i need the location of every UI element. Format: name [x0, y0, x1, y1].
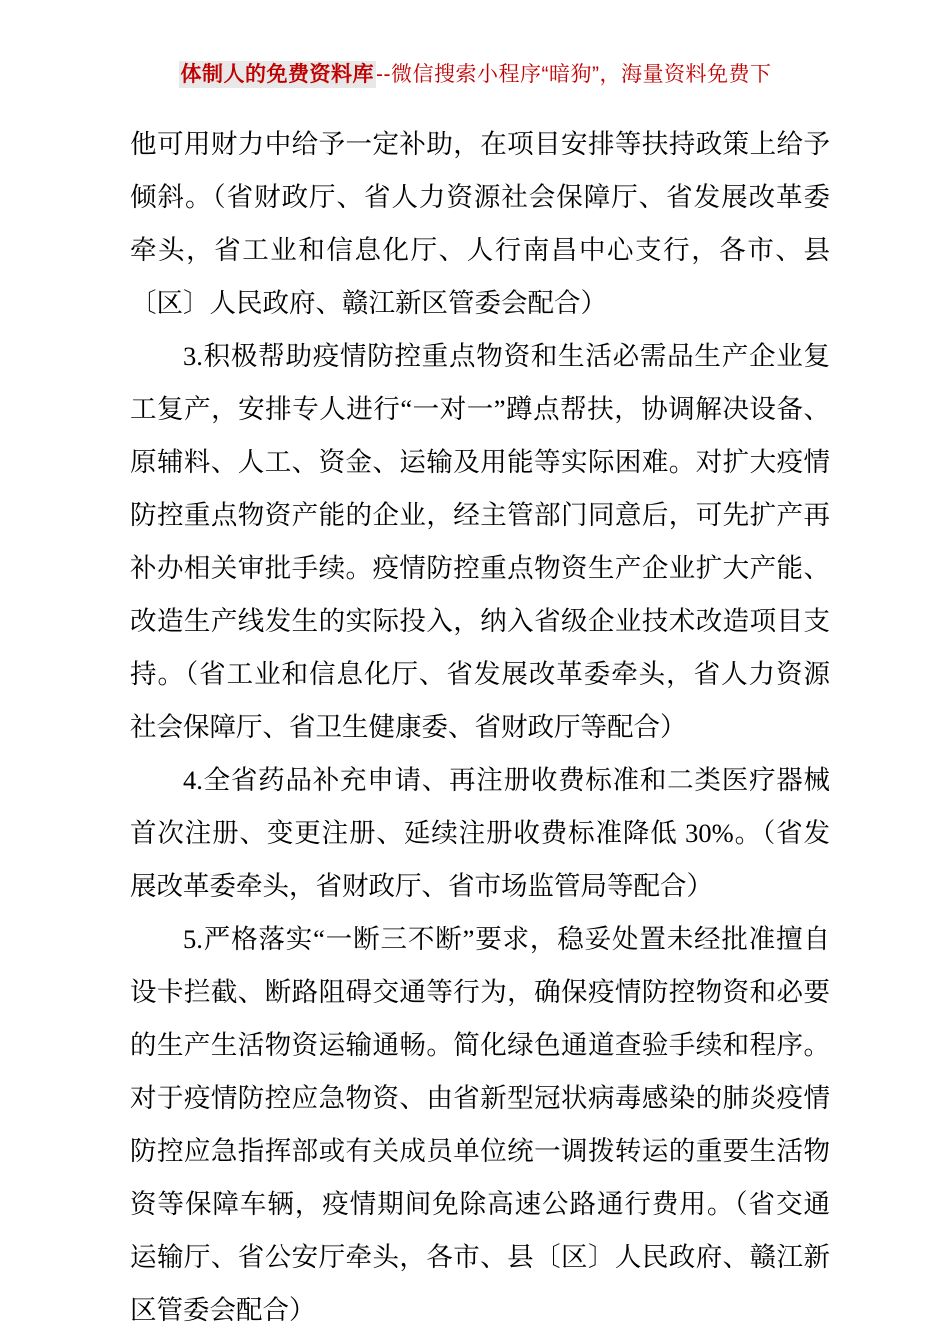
- watermark-rest-text: --微信搜索小程序“暗狗”，海量资料免费下: [376, 63, 772, 86]
- paragraph-item-3: 3.积极帮助疫情防控重点物资和生活必需品生产企业复工复产，安排专人进行“一对一”蹲点帮扶，协调解决设备、原辅料、人工、资金、运输及用能等实际困难。对扩大疫情防控重点物资产能的企业，经主管部门同意后，可先扩产再补办相关审批手续。疫情防控重点物资生产企业扩大产能、改造生产线发生的实际投入，纳入省级企业技术改造项目支持。（省工业和信息化厅、省发展改革委牵头，省人力资源社会保障厅、省卫生健康委、省财政厅等配合）: [130, 341, 830, 742]
- paragraph-item-5: 5.严格落实“一断三不断”要求，稳妥处置未经批准擅自设卡拦截、断路阻碍交通等行为，确保疫情防控物资和必要的生产生活物资运输通畅。简化绿色通道查验手续和程序。对于疫情防控应急物资、由省新型冠状病毒感染的肺炎疫情防控应急指挥部或有关成员单位统一调拨转运的重要生活物资等保障车辆，疫情期间免除高速公路通行费用。（省交通运输厅、省公安厅牵头，各市、县〔区〕人民政府、赣江新区管委会配合）: [130, 924, 830, 1325]
- watermark-highlight-text: 体制人的免费资料库: [180, 63, 374, 86]
- paragraph-continuation: 他可用财力中给予一定补助，在项目安排等扶持政策上给予倾斜。（省财政厅、省人力资源社会保障厅、省发展改革委牵头，省工业和信息化厅、人行南昌中心支行，各市、县〔区〕人民政府、赣江新区管委会配合）: [130, 129, 830, 318]
- document-body: [130, 118, 830, 1337]
- paragraph-item-4: 4.全省药品补充申请、再注册收费标准和二类医疗器械首次注册、变更注册、延续注册收费标准降低 30%。（省发展改革委牵头，省财政厅、省市场监管局等配合）: [130, 765, 830, 901]
- watermark-banner: [0, 58, 950, 88]
